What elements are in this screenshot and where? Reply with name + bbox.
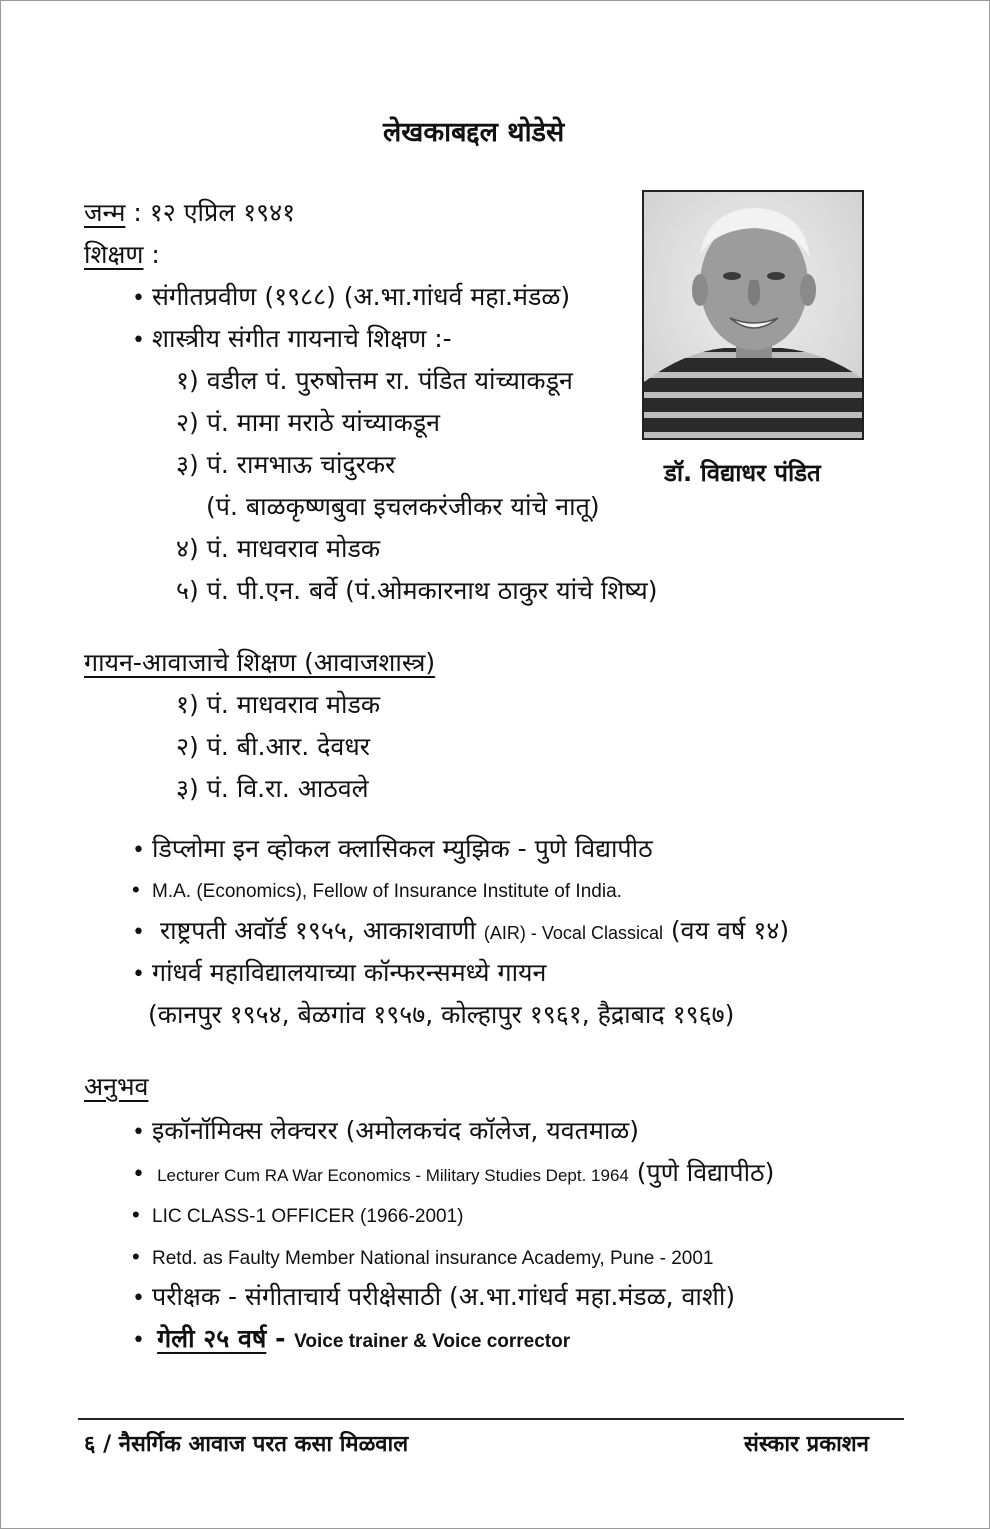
- voice-teacher-2: २) पं. बी.आर. देवधर: [176, 732, 370, 761]
- trainer-role: Voice trainer & Voice corrector: [294, 1331, 571, 1352]
- teacher-3-note: (पं. बाळकृष्णबुवा इचलकरंजीकर यांचे नातू): [206, 492, 600, 521]
- footer-book-title: ६ / नैसर्गिक आवाज परत कसा मिळवाल: [84, 1432, 409, 1457]
- experience-retd: • Retd. as Faulty Member National insurance Academy, Pune - 2001: [132, 1243, 714, 1273]
- photo-caption: डॉ. विद्याधर पंडित: [664, 459, 821, 487]
- birth-sep: :: [125, 198, 150, 227]
- experience-trainer: [132, 1322, 570, 1356]
- award-age: (वय वर्ष १४): [662, 916, 790, 945]
- education-heading-line: [84, 238, 160, 272]
- footer-publisher: संस्कार प्रकाशन: [744, 1432, 869, 1457]
- teacher-5: ५) पं. पी.एन. बर्वे (पं.ओमकारनाथ ठाकुर यांचे शिष्य): [176, 576, 658, 605]
- voice-training-heading: गायन-आवाजाचे शिक्षण (आवाजशास्त्र): [84, 648, 436, 677]
- trainer-dash: -: [266, 1324, 295, 1353]
- experience-ra-univ: (पुणे विद्यापीठ): [628, 1158, 775, 1187]
- conference-item: • गांधर्व महाविद्यालयाच्या कॉन्फरन्समध्ये गायन: [132, 956, 546, 992]
- experience-examiner: • परीक्षक - संगीताचार्य परीक्षेसाठी (अ.भा.गांधर्व महा.मंडळ, वाशी): [132, 1280, 735, 1316]
- teacher-2: २) पं. मामा मराठे यांच्याकडून: [176, 408, 441, 437]
- education-sep: :: [143, 240, 160, 269]
- award-text: राष्ट्रपती अवॉर्ड १९५५, आकाशवाणी: [159, 916, 484, 945]
- author-photo: [642, 190, 864, 440]
- voice-teacher-1: १) पं. माधवराव मोडक: [176, 690, 381, 719]
- teacher-1: १) वडील पं. पुरुषोत्तम रा. पंडित यांच्याकडून: [176, 366, 573, 395]
- author-portrait-illustration: [644, 192, 862, 438]
- award-item: [132, 914, 789, 950]
- footer-rule: [78, 1418, 904, 1420]
- diploma-item: • डिप्लोमा इन व्होकल क्लासिकल म्युझिक - पुणे विद्यापीठ: [132, 832, 653, 868]
- page-title: लेखकाबद्दल थोडेसे: [383, 117, 565, 148]
- teacher-4: ४) पं. माधवराव मोडक: [176, 534, 381, 563]
- education-item-sangeet-praveen: • संगीतप्रवीण (१९८८) (अ.भा.गांधर्व महा.मंडळ): [132, 280, 570, 316]
- experience-lic: • LIC CLASS-1 OFFICER (1966-2001): [132, 1201, 464, 1231]
- birth-date: १२ एप्रिल १९४१: [149, 198, 296, 227]
- voice-teacher-3: ३) पं. वि.रा. आठवले: [176, 774, 369, 803]
- award-air: (AIR) - Vocal Classical: [483, 923, 663, 943]
- ma-item: • M.A. (Economics), Fellow of Insurance Institute of India.: [132, 876, 622, 906]
- trainer-years: गेली २५ वर्ष: [157, 1324, 267, 1353]
- teacher-3: ३) पं. रामभाऊ चांदुरकर: [176, 450, 396, 479]
- education-item-classical-training: • शास्त्रीय संगीत गायनाचे शिक्षण :-: [132, 322, 452, 358]
- experience-lecturer: • इकॉनॉमिक्स लेक्चरर (अमोलकचंद कॉलेज, यवतमाळ): [132, 1114, 639, 1150]
- birth-line: [84, 196, 295, 230]
- experience-ra: [132, 1156, 774, 1190]
- experience-heading: अनुभव: [84, 1072, 149, 1101]
- conference-places: (कानपुर १९५४, बेळगांव १९५७, कोल्हापुर १९६१, हैद्राबाद १९६७): [148, 1000, 735, 1029]
- education-heading: शिक्षण: [84, 240, 144, 269]
- birth-label: जन्म: [84, 198, 126, 227]
- experience-ra-text: Lecturer Cum RA War Economics - Military Studies Dept. 1964: [157, 1166, 629, 1185]
